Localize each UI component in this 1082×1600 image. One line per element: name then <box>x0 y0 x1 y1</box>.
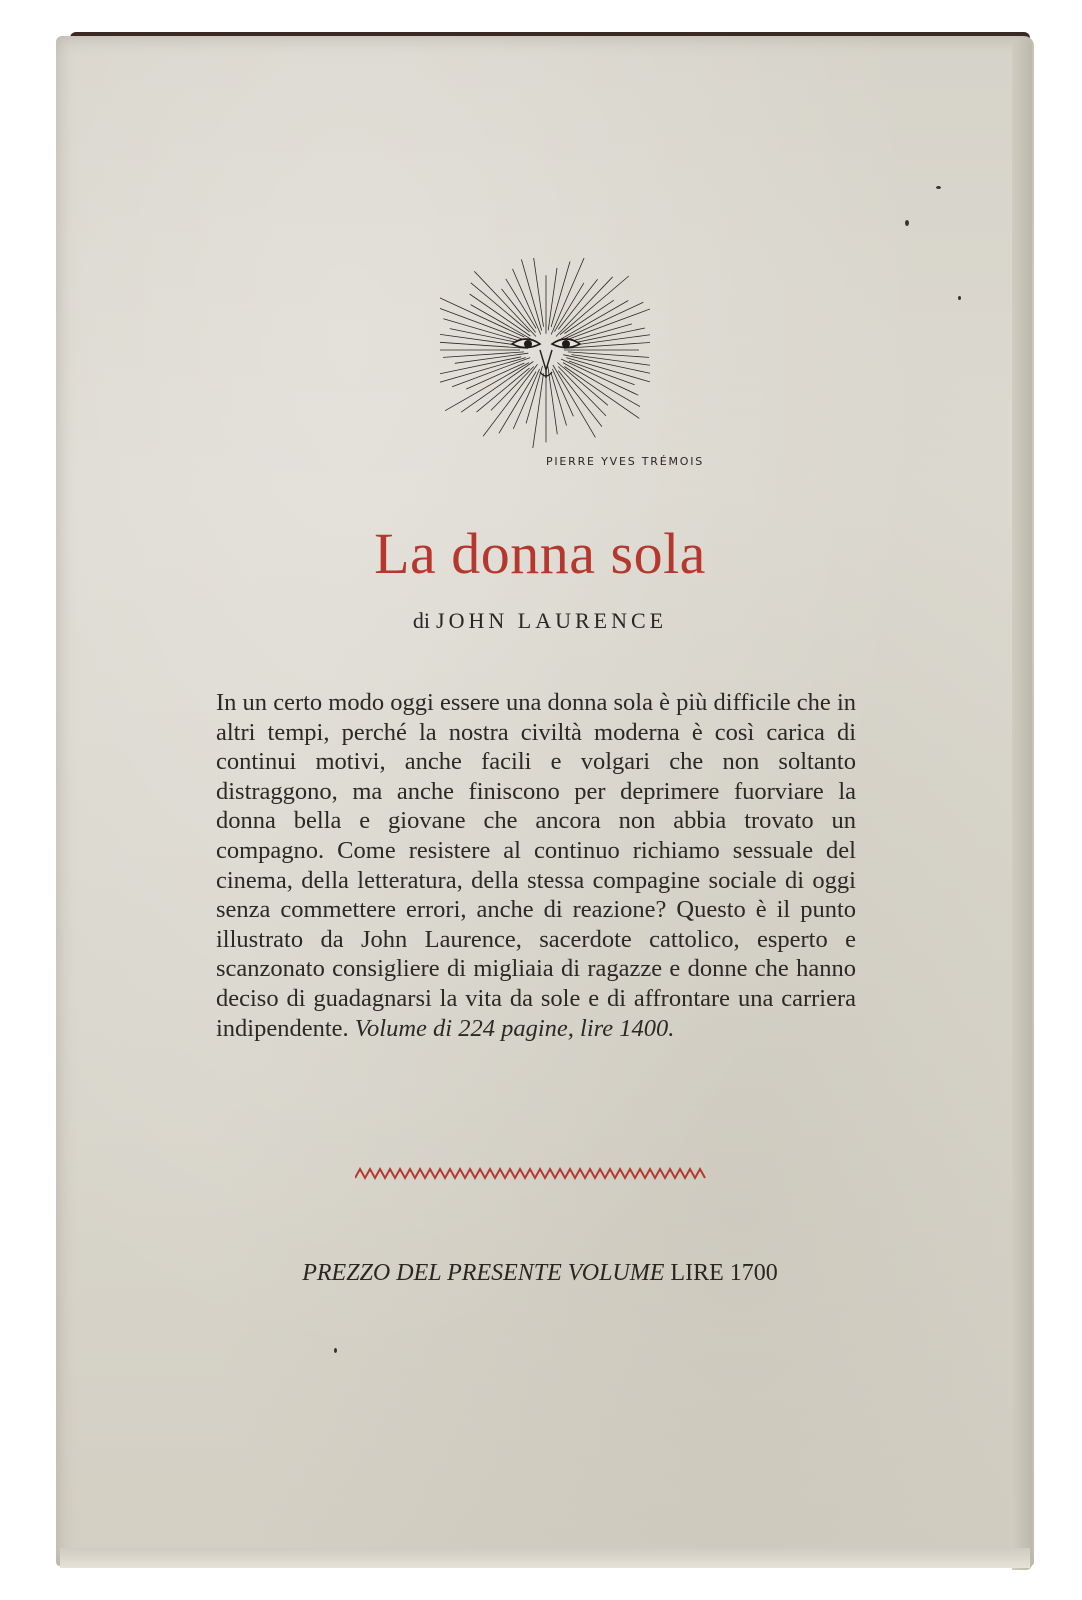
artist-credit: PIERRE YVES TRÉMOIS <box>545 455 705 468</box>
paper-speck <box>958 296 961 300</box>
jacket-right-edge <box>1012 40 1032 1570</box>
paper-speck <box>905 220 909 226</box>
book-description <box>216 688 856 1043</box>
author-name: JOHN LAURENCE <box>436 608 668 633</box>
book-title: La donna sola <box>374 521 706 586</box>
cat-nose <box>540 350 552 378</box>
paper-speck <box>936 186 941 189</box>
byline-prefix: di <box>412 608 431 633</box>
jacket-bottom-edge <box>60 1548 1030 1568</box>
price-label: PREZZO DEL PRESENTE VOLUME <box>302 1260 665 1286</box>
cat-eyes <box>512 339 580 348</box>
volume-note: Volume di 224 pagine, lire 1400. <box>354 1014 675 1042</box>
description-text: In un certo modo oggi essere una donna sola è più difficile che in altri tempi, perché la nostra civiltà moderna è così carica di continui motivi, anche facili e volgari che non soltanto distraggono, ma anche finiscono per deprimere fuorviare la donna bella e giovane che ancora non abbia trovato un compagno. Come resistere al continuo richiamo sessuale del cinema, della letteratura, della stessa compagine sociale di oggi senza commettere errori, anche di reazione? Questo è il punto illustrato da John Laurence, sacerdote cattolico, esperto e scanzonato consigliere di migliaia di ragazze e donne che hanno deciso di guadagnarsi la vita da sole e di affrontare una carriera indipendente. <box>216 689 856 1042</box>
decorative-zigzag-divider <box>355 1166 710 1182</box>
price-line <box>160 1260 920 1287</box>
cat-face-illustration <box>440 258 650 448</box>
paper-speck <box>334 1348 337 1353</box>
price-value: LIRE 1700 <box>670 1260 778 1286</box>
byline <box>200 608 880 634</box>
